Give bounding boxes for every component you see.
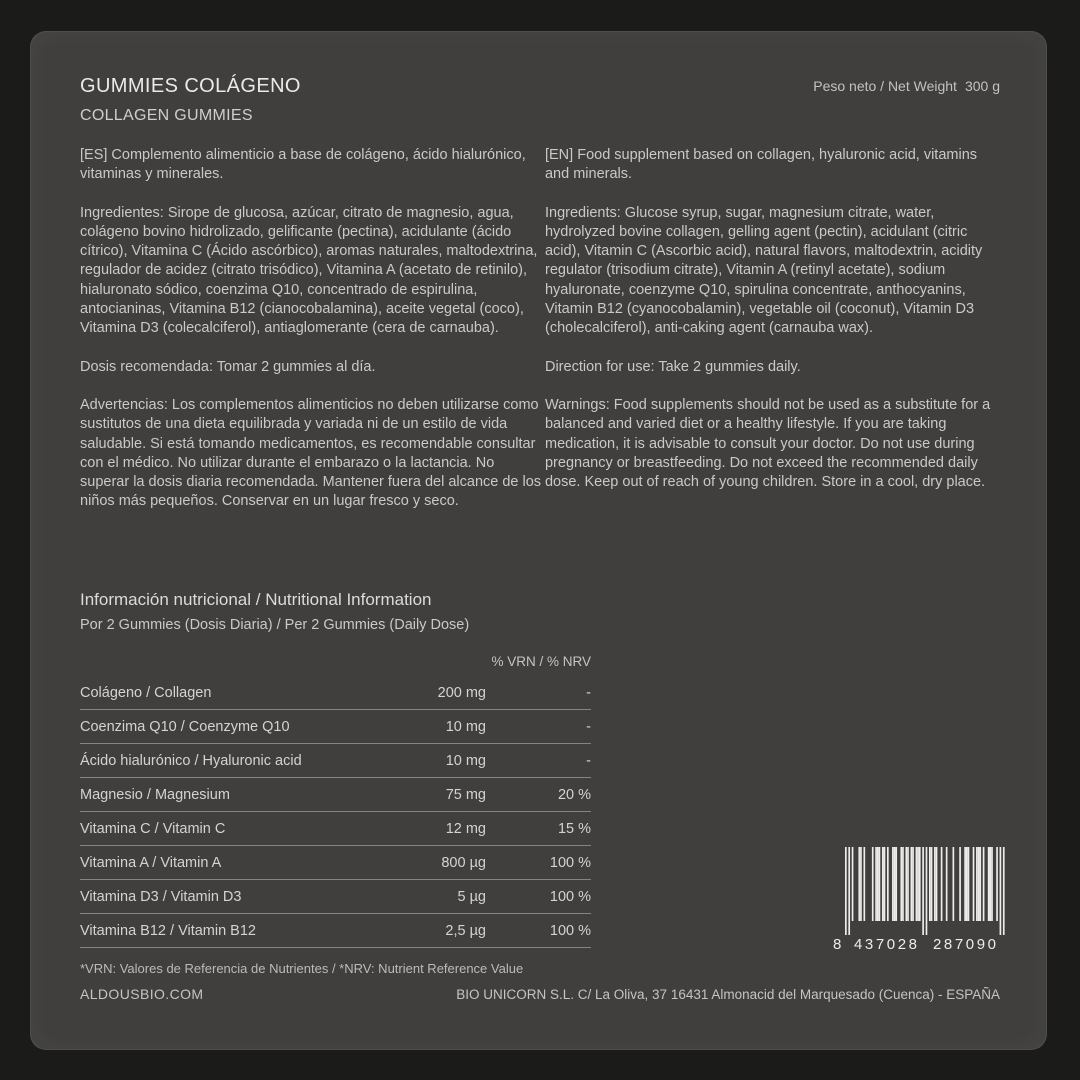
es-intro-paragraph: [ES] Complemento alimenticio a base de colágeno, ácido hialurónico, vitaminas y minerales.: [80, 147, 526, 183]
nutrient-nrv: 100 %: [549, 888, 591, 905]
nutrient-name: Vitamina C / Vitamin C: [80, 820, 226, 837]
nutrient-name: Vitamina D3 / Vitamin D3: [80, 888, 242, 905]
nutrient-amount: 2,5 µg: [445, 922, 486, 939]
nrv-footnote: *VRN: Valores de Referencia de Nutrientes / *NRV: Nutrient Reference Value: [80, 961, 524, 976]
english-column: [545, 146, 1000, 512]
barcode-digit-first: 8: [833, 936, 842, 951]
nutrition-row: [80, 744, 591, 778]
barcode-digits-left: 437028: [854, 936, 917, 951]
product-title-es: GUMMIES COLÁGENO: [80, 75, 301, 97]
nutrition-row: [80, 846, 591, 880]
product-title-en: COLLAGEN GUMMIES: [80, 107, 253, 124]
nutrient-name: Vitamina B12 / Vitamin B12: [80, 922, 256, 939]
nutrition-row: [80, 914, 591, 948]
nrv-column-header: % VRN / % NRV: [491, 654, 591, 669]
en-dose-paragraph: Direction for use: Take 2 gummies daily.: [544, 358, 801, 375]
nutrient-amount: 12 mg: [445, 820, 486, 837]
nutrient-amount: 5 µg: [457, 888, 486, 905]
nutrient-name: Coenzima Q10 / Coenzyme Q10: [80, 718, 290, 735]
nutrient-nrv: -: [586, 684, 591, 701]
website-text: ALDOUSBIO.COM: [80, 986, 204, 1002]
manufacturer-address: BIO UNICORN S.L. C/ La Oliva, 37 16431 Almonacid del Marquesado (Cuenca) - ESPAÑA: [456, 987, 1000, 1002]
nutrient-amount: 800 µg: [441, 854, 486, 871]
title-block: [80, 75, 301, 125]
legal-text-columns: [80, 146, 1000, 512]
nutrient-amount: 10 mg: [445, 752, 486, 769]
label-panel: [30, 31, 1047, 1050]
nutrition-row: [80, 812, 591, 846]
nutrient-name: Vitamina A / Vitamin A: [80, 854, 222, 871]
nutrient-amount: 200 mg: [437, 684, 486, 701]
nutrient-amount: 10 mg: [445, 718, 486, 735]
es-ingredients-paragraph: Ingredientes: Sirope de glucosa, azúcar, citrato de magnesio, agua, colágeno bovino hidrolizado, gelificante (pectina), acidulante (ácido cítrico), Vitamina C (Ácido ascórbico), aromas naturales, maltodextrina, regulador de acidez (citrato trisódico), Vitamina A (acetato de retinilo), hialuronato sódico, coenzima Q10, concentrado de espirulina, antocianinas, Vitamina B12 (cianocobalamina), aceite vegetal (coco), Vitamina D3 (colecalciferol), antiaglomerante (cera de carnauba).: [80, 204, 538, 337]
nutrition-row: [80, 676, 591, 710]
nutrient-name: Magnesio / Magnesium: [80, 786, 230, 803]
label-header: [80, 75, 1000, 125]
spanish-column: [80, 146, 545, 512]
en-intro-paragraph: [EN] Food supplement based on collagen, hyaluronic acid, vitamins and minerals.: [544, 147, 978, 183]
nutrition-row: [80, 778, 591, 812]
nutrient-amount: 75 mg: [445, 786, 486, 803]
barcode: [833, 847, 1005, 951]
en-warnings-paragraph: Warnings: Food supplements should not be used as a substitute for a balanced and varied diet or a healthy lifestyle. If you are taking medication, it is advisable to consult your doctor. Do not use during pregnancy or breastfeeding. Do not exceed the recommended daily dose. Keep out of reach of young children. Store in a cool, dry place.: [544, 396, 991, 491]
en-ingredients-paragraph: Ingredients: Glucose syrup, sugar, magnesium citrate, water, hydrolyzed bovine collagen, gelling agent (pectin), acidulant (citric acid), Vitamin C (Ascorbic acid), natural flavors, maltodextrin, acidity regulator (trisodium citrate), Vitamin A (retinyl acetate), sodium hyaluronate, coenzyme Q10, spirulina concentrate, anthocyanins, Vitamin B12 (cyanocobalamin), vegetable oil (coconut), Vitamin D3 (cholecalciferol), anti-caking agent (carnauba wax).: [544, 204, 983, 337]
net-weight: [813, 78, 1000, 94]
label-footer: [80, 986, 1000, 1002]
nutrition-row: [80, 710, 591, 744]
nutrient-nrv: 100 %: [549, 922, 591, 939]
nutrient-nrv: 100 %: [549, 854, 591, 871]
barcode-image: [833, 847, 1005, 951]
es-warnings-paragraph: Advertencias: Los complementos alimenticios no deben utilizarse como sustitutos de una dieta equilibrada y variada ni de un estilo de vida saludable. Si está tomando medicamentos, es recomendable consultar con el médico. No utilizar durante el embarazo o la lactancia. No superar la dosis diaria recomendada. Mantener fuera del alcance de los niños más pequeños. Conservar en un lugar fresco y seco.: [80, 396, 542, 510]
nutrient-nrv: 15 %: [557, 820, 591, 837]
nutrition-section: [80, 590, 591, 976]
nutrient-name: Ácido hialurónico / Hyaluronic acid: [80, 752, 302, 769]
nutrition-row: [80, 880, 591, 914]
nutrition-title: Información nutricional / Nutritional Information: [80, 590, 432, 609]
nutrient-nrv: 20 %: [557, 786, 591, 803]
barcode-digits-right: 287090: [933, 936, 996, 951]
nutrition-subtitle: Por 2 Gummies (Dosis Diaria) / Per 2 Gummies (Daily Dose): [80, 617, 470, 633]
nutrient-nrv: -: [586, 752, 591, 769]
net-weight-label: Peso neto / Net Weight: [813, 78, 957, 94]
es-dose-paragraph: Dosis recomendada: Tomar 2 gummies al día.: [80, 358, 376, 375]
nutrient-name: Colágeno / Collagen: [80, 684, 212, 701]
nutrient-nrv: -: [586, 718, 591, 735]
net-weight-value: 300 g: [964, 78, 1000, 94]
